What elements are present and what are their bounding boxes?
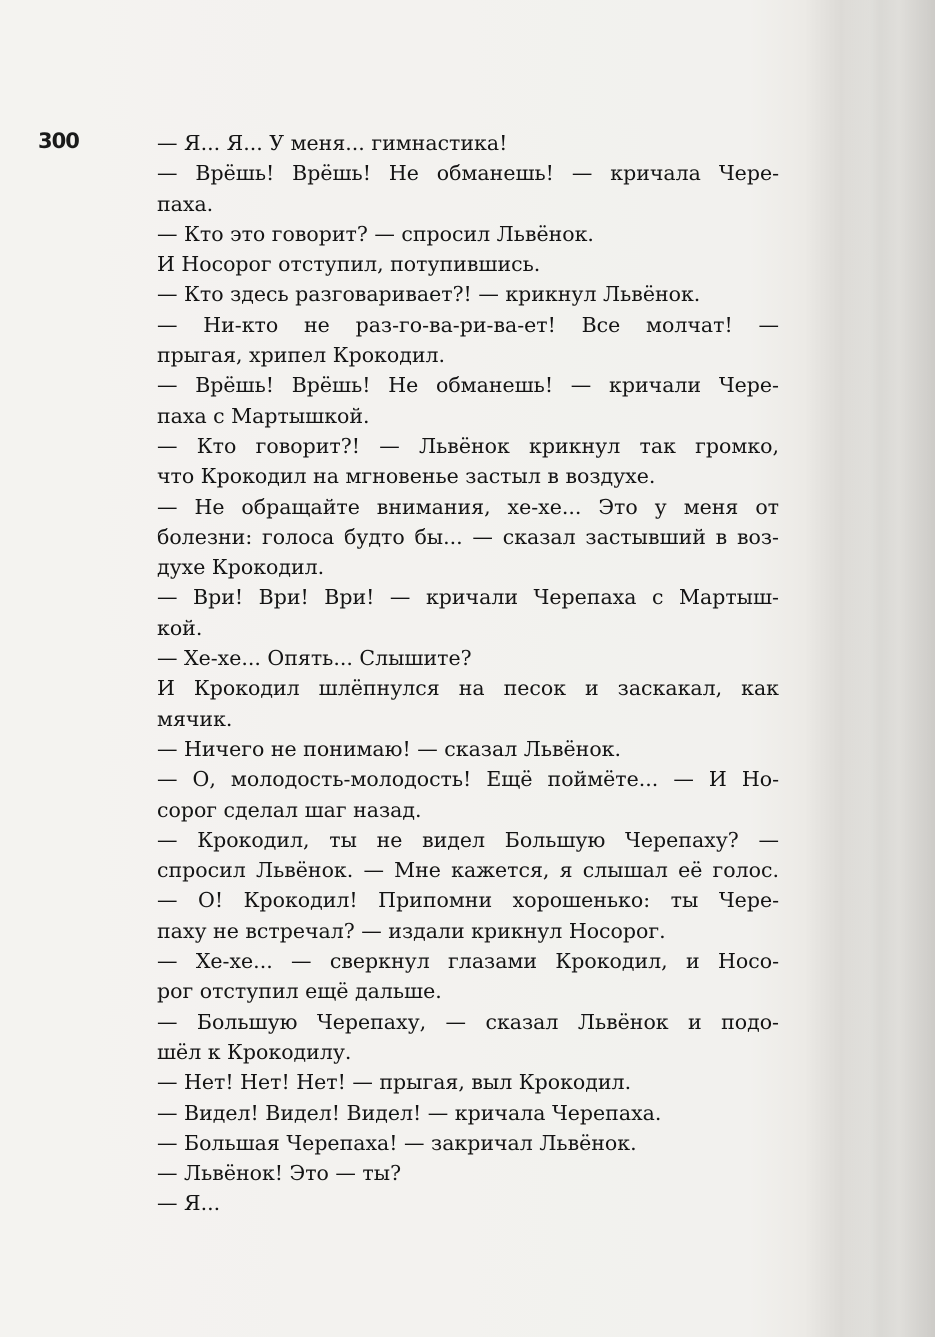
page-number: 300 (38, 129, 79, 153)
text-line: — Ври! Ври! Ври! — кричали Черепаха с Мартыш- (157, 585, 779, 610)
text-line: — Большая Черепаха! — закричал Львёнок. (157, 1130, 637, 1155)
text-line: — Нет! Нет! Нет! — прыгая, выл Крокодил. (157, 1070, 632, 1095)
text-line: что Крокодил на мгновенье застыл в воздухе. (157, 464, 656, 489)
text-line: — Львёнок! Это — ты? (157, 1161, 402, 1186)
text-line: — Видел! Видел! Видел! — кричала Черепаха. (157, 1100, 662, 1125)
text-line: И Носорог отступил, потупившись. (157, 252, 541, 277)
text-line: спросил Львёнок. — Мне кажется, я слышал её голос. (157, 858, 779, 883)
text-line: мячик. (157, 706, 233, 731)
text-line: — Хе-хе... Опять... Слышите? (157, 646, 472, 671)
text-line: духе Крокодил. (157, 555, 325, 580)
text-line: — Кто здесь разговаривает?! — крикнул Львёнок. (157, 282, 701, 307)
text-line: шёл к Крокодилу. (157, 1039, 352, 1064)
body-text (157, 128, 779, 1219)
text-line: — Я... (157, 1191, 221, 1216)
text-line: — Врёшь! Врёшь! Не обманешь! — кричала Чере- (157, 161, 779, 186)
text-line: болезни: голоса будто бы... — сказал застывший в воз- (157, 524, 779, 549)
text-line: — Врёшь! Врёшь! Не обманешь! — кричали Чере- (157, 373, 779, 398)
text-line: паха. (157, 191, 214, 216)
text-line: рог отступил ещё дальше. (157, 979, 442, 1004)
text-line: паха с Мартышкой. (157, 403, 370, 428)
text-line: — Ничего не понимаю! — сказал Львёнок. (157, 736, 622, 761)
text-line: — О! Крокодил! Припомни хорошенько: ты Чере- (157, 888, 779, 913)
text-line: — Большую Черепаху, — сказал Львёнок и подо- (157, 1009, 779, 1034)
text-line: — О, молодость-молодость! Ещё поймёте... — И Но- (157, 767, 779, 792)
text-line: — Кто говорит?! — Львёнок крикнул так громко, (157, 433, 779, 458)
text-line: — Хе-хе... — сверкнул глазами Крокодил, и Носо- (157, 949, 779, 974)
text-line: — Я... Я... У меня... гимнастика! (157, 131, 508, 155)
text-line: кой. (157, 615, 203, 640)
spine-shadow (845, 0, 935, 1337)
text-line: сорог сделал шаг назад. (157, 797, 422, 822)
text-line: — Кто это говорит? — спросил Львёнок. (157, 221, 594, 246)
text-line: — Крокодил, ты не видел Большую Черепаху? — (157, 827, 779, 852)
text-line: — Ни-кто не раз-го-ва-ри-ва-ет! Все молчат! — (157, 312, 779, 337)
text-line: И Крокодил шлёпнулся на песок и заскакал, как (157, 676, 779, 701)
text-line: паху не встречал? — издали крикнул Носорог. (157, 918, 666, 943)
text-line: — Не обращайте внимания, хе-хе... Это у меня от (157, 494, 779, 519)
text-line: прыгая, хрипел Крокодил. (157, 343, 446, 368)
